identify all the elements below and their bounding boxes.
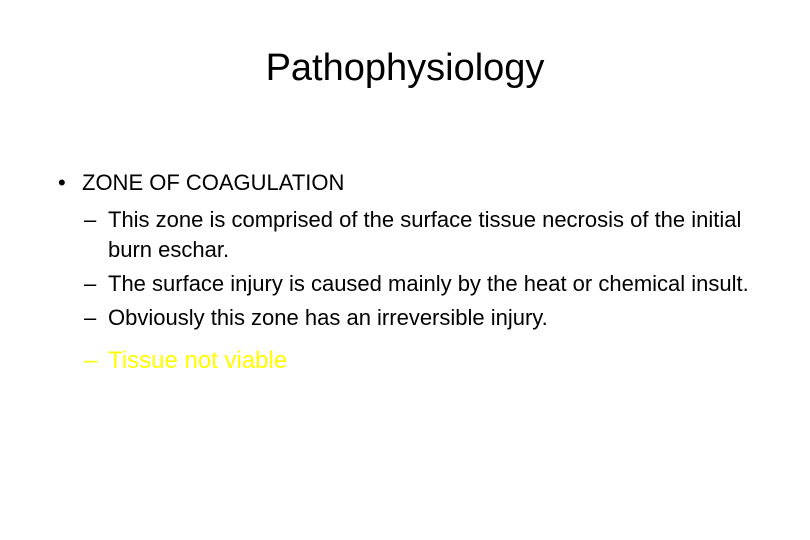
sub-point-text: This zone is comprised of the surface tissue necrosis of the initial burn eschar. xyxy=(108,207,742,262)
sub-point xyxy=(84,269,758,299)
sub-point-text: Tissue not viable xyxy=(108,347,288,374)
dash-marker: – xyxy=(84,347,98,374)
sub-point-text: The surface injury is caused mainly by the heat or chemical insult. xyxy=(108,271,749,296)
bullet-marker: • xyxy=(58,170,66,195)
sub-point-text: Obviously this zone has an irreversible injury. xyxy=(108,305,548,330)
sub-point-highlighted xyxy=(84,345,758,377)
slide-content xyxy=(58,168,758,377)
bullet-zone-of-coagulation xyxy=(58,168,758,198)
slide-title: Pathophysiology xyxy=(265,47,545,89)
dash-marker: – xyxy=(84,271,97,296)
bullet-heading: ZONE OF COAGULATION xyxy=(82,170,345,195)
dash-marker: – xyxy=(84,305,97,330)
sub-point xyxy=(84,303,758,333)
sub-point xyxy=(84,205,758,265)
dash-marker: – xyxy=(84,207,97,232)
